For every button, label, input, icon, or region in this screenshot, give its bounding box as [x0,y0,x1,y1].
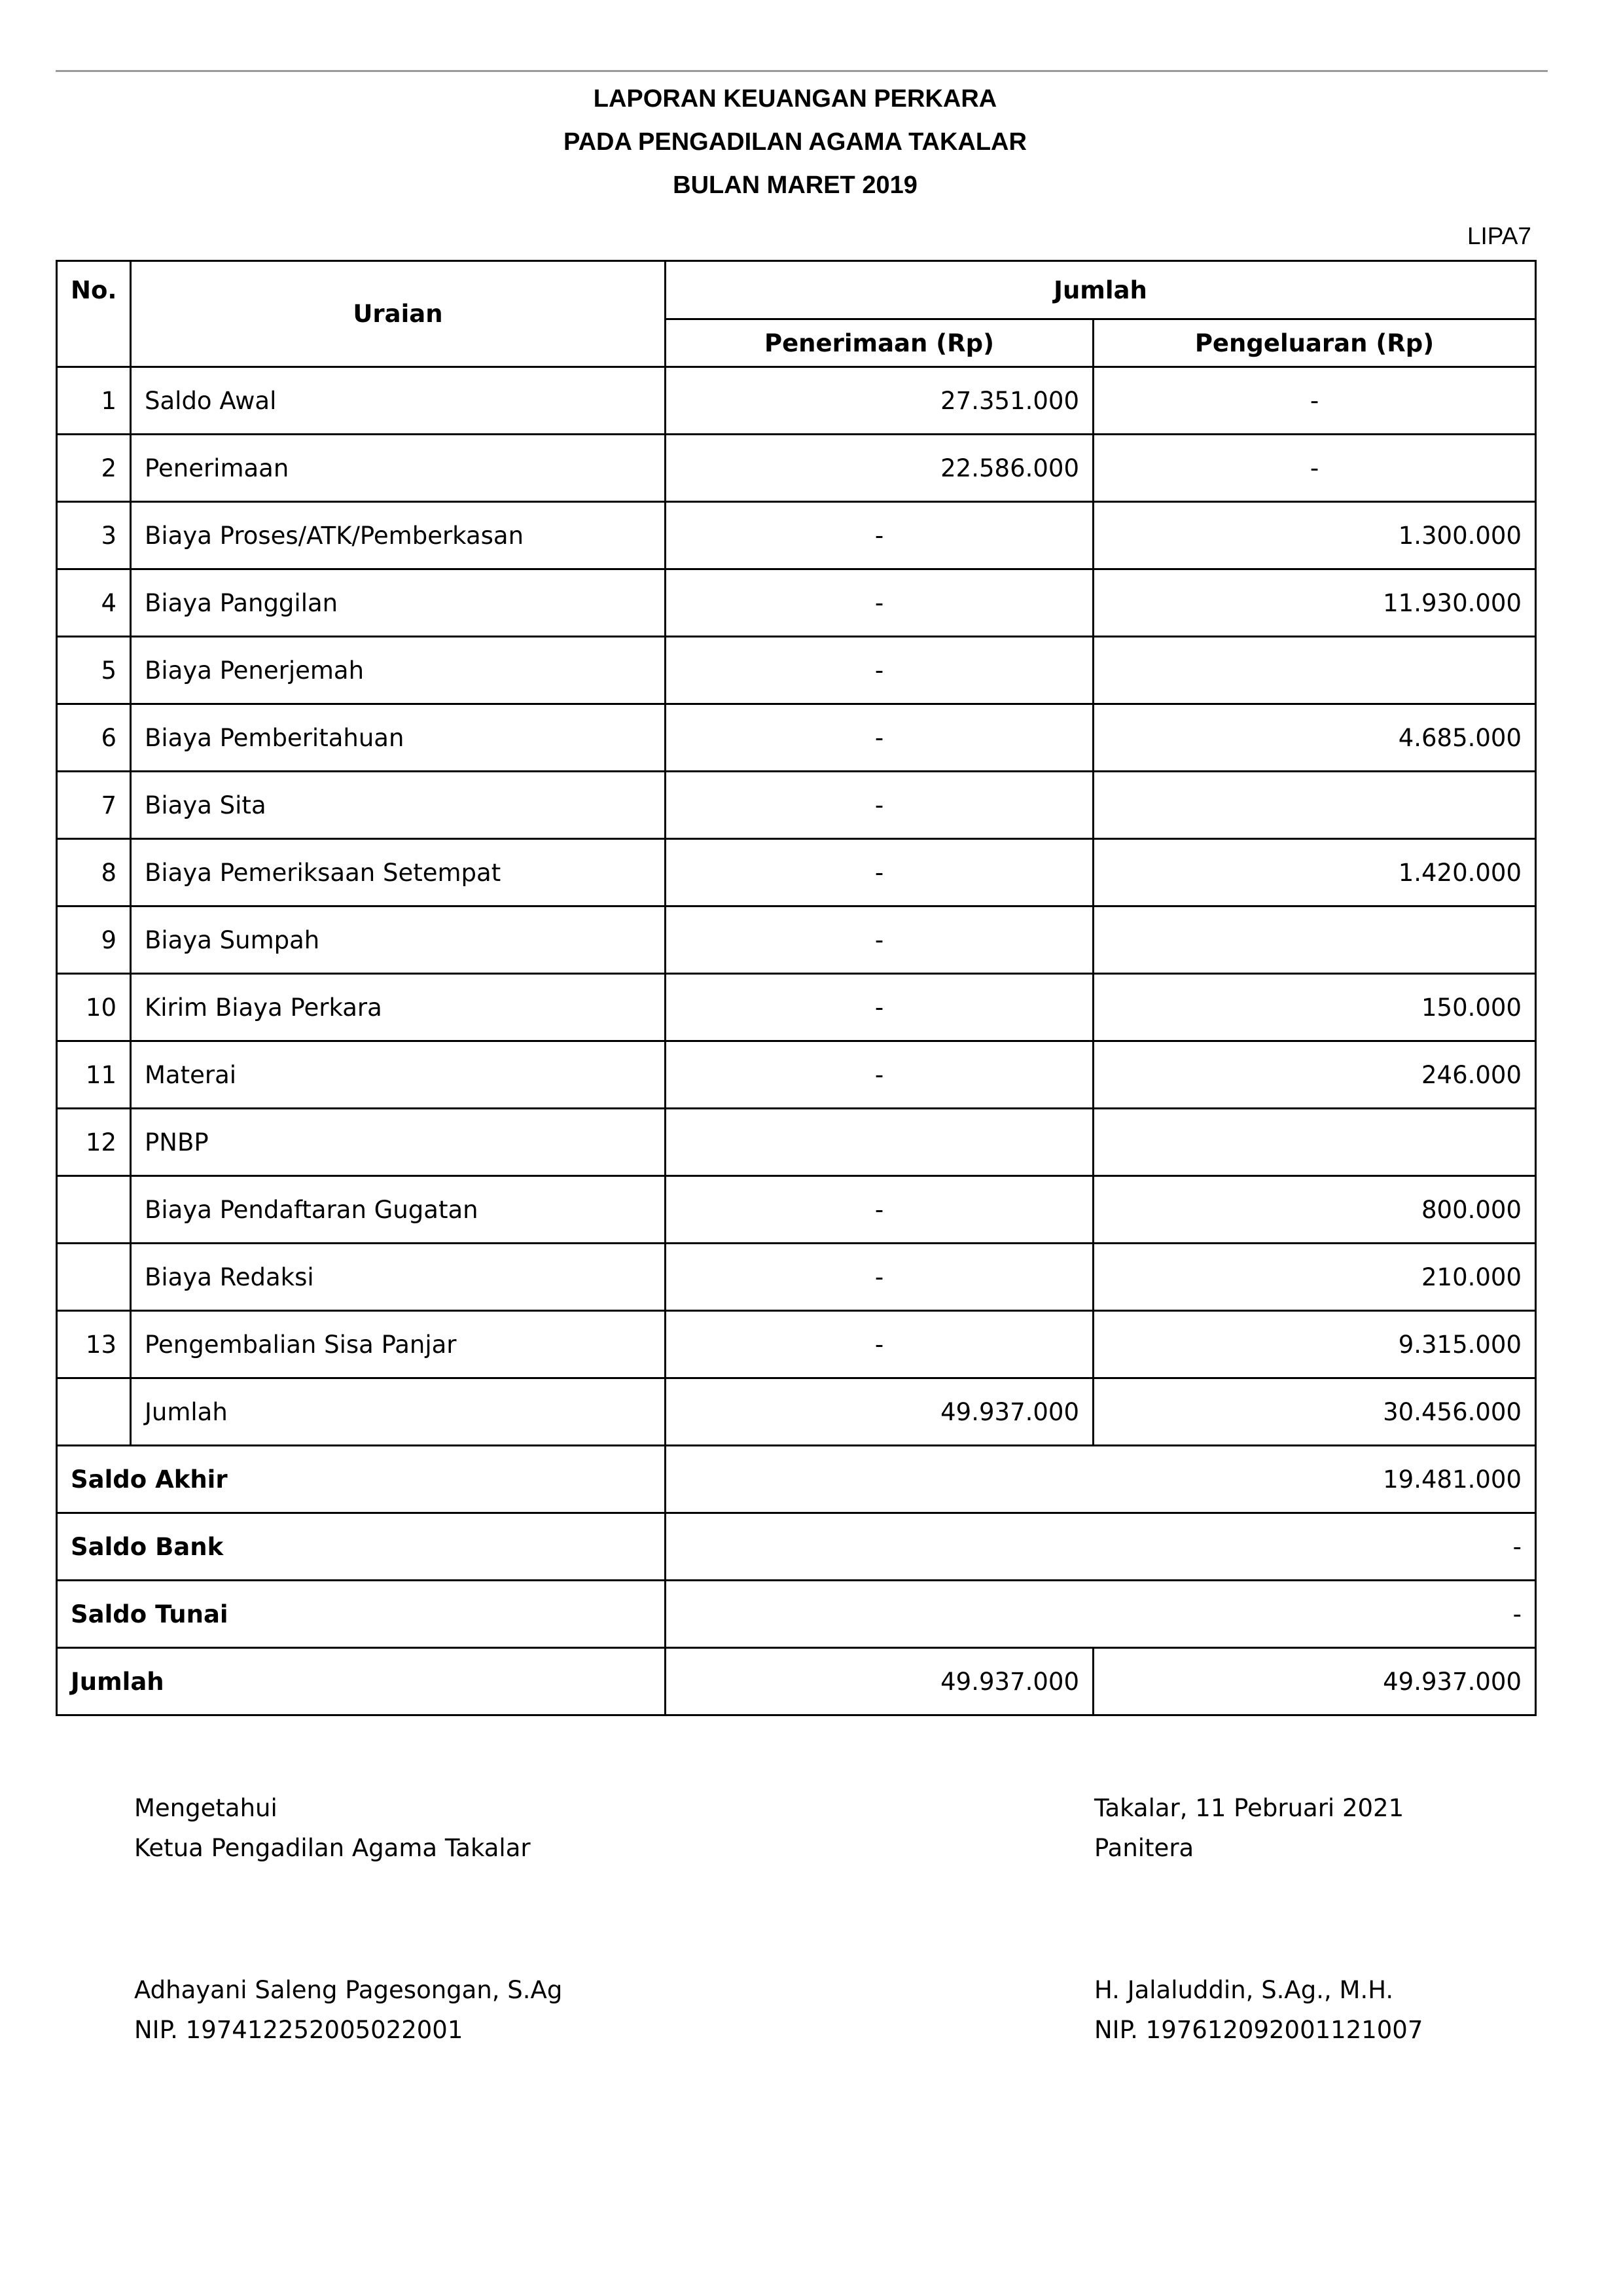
row-penerimaan [666,1109,1094,1176]
saldo-akhir-label: Saldo Akhir [57,1446,666,1513]
row-description: Biaya Panggilan [131,569,666,637]
row-description: PNBP [131,1109,666,1176]
table-row [57,502,1536,569]
row-penerimaan: - [666,1244,1094,1311]
row-number: 13 [57,1311,131,1378]
table-row [57,704,1536,772]
row-pengeluaran: 246.000 [1094,1041,1536,1109]
total-row [57,1648,1536,1715]
total-label: Jumlah [57,1648,666,1715]
row-description: Pengembalian Sisa Panjar [131,1311,666,1378]
row-number: 10 [57,974,131,1041]
row-number: 3 [57,502,131,569]
report-period: BULAN MARET 2019 [673,171,918,199]
signature-left-line2: Ketua Pengadilan Agama Takalar [134,1834,531,1862]
table-row [57,974,1536,1041]
table-row [57,1378,1536,1446]
row-number: 5 [57,637,131,704]
table-row [57,435,1536,502]
row-description: Penerimaan [131,435,666,502]
row-description: Materai [131,1041,666,1109]
row-number: 12 [57,1109,131,1176]
report-header [0,77,1590,207]
saldo-bank-row [57,1513,1536,1581]
row-description: Biaya Pendaftaran Gugatan [131,1176,666,1244]
row-number: 2 [57,435,131,502]
col-header-pengeluaran: Pengeluaran (Rp) [1094,319,1536,367]
row-description: Biaya Penerjemah [131,637,666,704]
table-row [57,1041,1536,1109]
row-pengeluaran: - [1094,367,1536,435]
row-pengeluaran: 1.300.000 [1094,502,1536,569]
row-penerimaan: - [666,637,1094,704]
col-header-no: No. [57,261,131,319]
row-penerimaan: 27.351.000 [666,367,1094,435]
row-pengeluaran [1094,906,1536,974]
row-penerimaan: - [666,974,1094,1041]
saldo-akhir-value: 19.481.000 [666,1446,1536,1513]
row-number: 11 [57,1041,131,1109]
table-row [57,569,1536,637]
table-row [57,1109,1536,1176]
row-penerimaan: - [666,704,1094,772]
row-pengeluaran: 210.000 [1094,1244,1536,1311]
total-penerimaan: 49.937.000 [666,1648,1094,1715]
row-penerimaan: - [666,772,1094,839]
row-penerimaan: 49.937.000 [666,1378,1094,1446]
signature-right-name: H. Jalaluddin, S.Ag., M.H. [1094,1976,1394,2004]
table-row [57,367,1536,435]
signature-right-line2: Panitera [1094,1834,1194,1862]
row-number: 8 [57,839,131,906]
row-penerimaan: - [666,906,1094,974]
col-header-penerimaan: Penerimaan (Rp) [666,319,1094,367]
saldo-tunai-value: - [666,1581,1536,1648]
row-pengeluaran: - [1094,435,1536,502]
form-code: LIPA7 [1467,223,1531,249]
row-number: 7 [57,772,131,839]
row-penerimaan: - [666,1176,1094,1244]
row-penerimaan: - [666,569,1094,637]
row-description: Biaya Sita [131,772,666,839]
signature-left-name: Adhayani Saleng Pagesongan, S.Ag [134,1976,563,2004]
top-divider [56,70,1548,72]
row-number [57,1378,131,1446]
signature-left [134,1788,562,2050]
saldo-tunai-row [57,1581,1536,1648]
saldo-bank-label: Saldo Bank [57,1513,666,1581]
table-row [57,906,1536,974]
saldo-tunai-label: Saldo Tunai [57,1581,666,1648]
row-pengeluaran: 9.315.000 [1094,1311,1536,1378]
row-description: Biaya Proses/ATK/Pemberkasan [131,502,666,569]
row-description: Biaya Pemberitahuan [131,704,666,772]
row-penerimaan: - [666,839,1094,906]
row-number: 6 [57,704,131,772]
row-number: 4 [57,569,131,637]
signature-right [1094,1788,1423,2050]
row-description: Saldo Awal [131,367,666,435]
row-pengeluaran [1094,772,1536,839]
saldo-akhir-row [57,1446,1536,1513]
row-number: 1 [57,367,131,435]
total-pengeluaran: 49.937.000 [1094,1648,1536,1715]
row-penerimaan: 22.586.000 [666,435,1094,502]
signature-left-nip: NIP. 197412252005022001 [134,2016,463,2044]
saldo-bank-value: - [666,1513,1536,1581]
signature-right-nip: NIP. 197612092001121007 [1094,2016,1423,2044]
row-pengeluaran: 30.456.000 [1094,1378,1536,1446]
row-description: Jumlah [131,1378,666,1446]
table-row [57,637,1536,704]
report-title: LAPORAN KEUANGAN PERKARA [593,85,997,113]
row-pengeluaran: 150.000 [1094,974,1536,1041]
table-row [57,839,1536,906]
row-number [57,1176,131,1244]
col-header-jumlah: Jumlah [666,261,1536,319]
row-pengeluaran: 11.930.000 [1094,569,1536,637]
row-description: Biaya Sumpah [131,906,666,974]
table-row [57,1311,1536,1378]
row-pengeluaran: 1.420.000 [1094,839,1536,906]
col-header-no-spacer [57,319,131,367]
col-header-uraian: Uraian [131,261,666,367]
signature-left-line1: Mengetahui [134,1794,277,1822]
row-penerimaan: - [666,1311,1094,1378]
row-penerimaan: - [666,502,1094,569]
finance-table [56,260,1537,1716]
row-penerimaan: - [666,1041,1094,1109]
report-subtitle: PADA PENGADILAN AGAMA TAKALAR [563,128,1027,156]
row-pengeluaran: 4.685.000 [1094,704,1536,772]
table-row [57,1244,1536,1311]
row-description: Biaya Redaksi [131,1244,666,1311]
row-number [57,1244,131,1311]
row-pengeluaran [1094,637,1536,704]
row-number: 9 [57,906,131,974]
table-row [57,1176,1536,1244]
signature-right-line1: Takalar, 11 Pebruari 2021 [1094,1794,1404,1822]
row-description: Kirim Biaya Perkara [131,974,666,1041]
row-pengeluaran: 800.000 [1094,1176,1536,1244]
row-description: Biaya Pemeriksaan Setempat [131,839,666,906]
table-row [57,772,1536,839]
row-pengeluaran [1094,1109,1536,1176]
